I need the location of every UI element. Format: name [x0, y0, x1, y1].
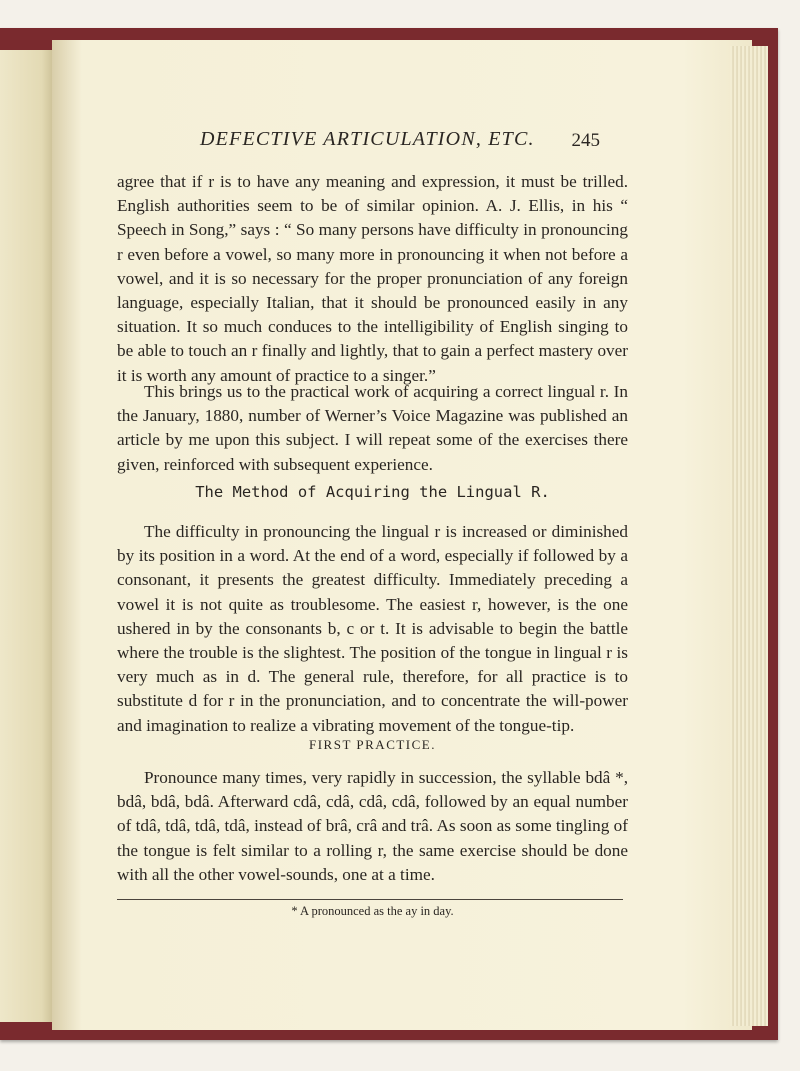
- section-heading: The Method of Acquiring the Lingual R.: [195, 483, 550, 501]
- left-page-edge: [0, 50, 52, 1022]
- paragraph-3: The difficulty in pronouncing the lingual r is increased or diminished by its position in a word. At the end of a word, especially if followed by a consonant, it presents the greatest difficulty. Immediately preceding a vowel it is not quite as troublesome. The easiest r, however, is the one ushered in by the consonants b, c or t. It is advisable to begin the battle where the trouble is the slightest. The position of the tongue in lingual r is very much as in d. The general rule, therefore, for all practice is to substitute d for r in the pronunciation, and to concentrate the will-power and imagination to realize a vibrating movement of the tongue-tip.: [117, 522, 628, 735]
- running-title: DEFECTIVE ARTICULATION, ETC.: [200, 128, 535, 150]
- page-number: 245: [571, 130, 600, 151]
- paragraph-2: This brings us to the practical work of acquiring a correct lingual r. In the January, 1880, number of Werner’s Voice Magazine was published an article by me upon this subject. I will repeat some of the exercises there given, reinforced with subsequent experience.: [117, 382, 628, 474]
- footnote: * A pronounced as the ay in day.: [291, 904, 454, 918]
- paragraph-4: Pronounce many times, very rapidly in succession, the syllable bdâ *, bdâ, bdâ, bdâ. Afterward cdâ, cdâ, cdâ, cdâ, followed by an equal number of tdâ, tdâ, tdâ, tdâ, instead of brâ, crâ and trâ. As soon as some tingling of the tongue is felt similar to a rolling r, the same exercise should be done with all the other vowel-sounds, one at a time.: [117, 768, 628, 884]
- subsection-heading: FIRST PRACTICE.: [308, 737, 436, 752]
- page-header: [200, 128, 620, 158]
- paragraph-1: agree that if r is to have any meaning and expression, it must be trilled. English authorities seem to be of similar opinion. A. J. Ellis, in his “ Speech in Song,” says : “ So many persons have difficulty in pronouncing r even before a vowel, so many more in pronouncing it when not before a vowel, and it is so necessary for the proper pronunciation of any foreign language, especially Italian, that it should be pronounced easily in any situation. It so much conduces to the intelligibility of English singing to be able to touch an r finally and lightly, that to gain a perfect mastery over it is worth any amount of practice to a singer.”: [117, 172, 628, 385]
- footnote-rule: [117, 899, 623, 900]
- page-stack-edges: [730, 46, 768, 1026]
